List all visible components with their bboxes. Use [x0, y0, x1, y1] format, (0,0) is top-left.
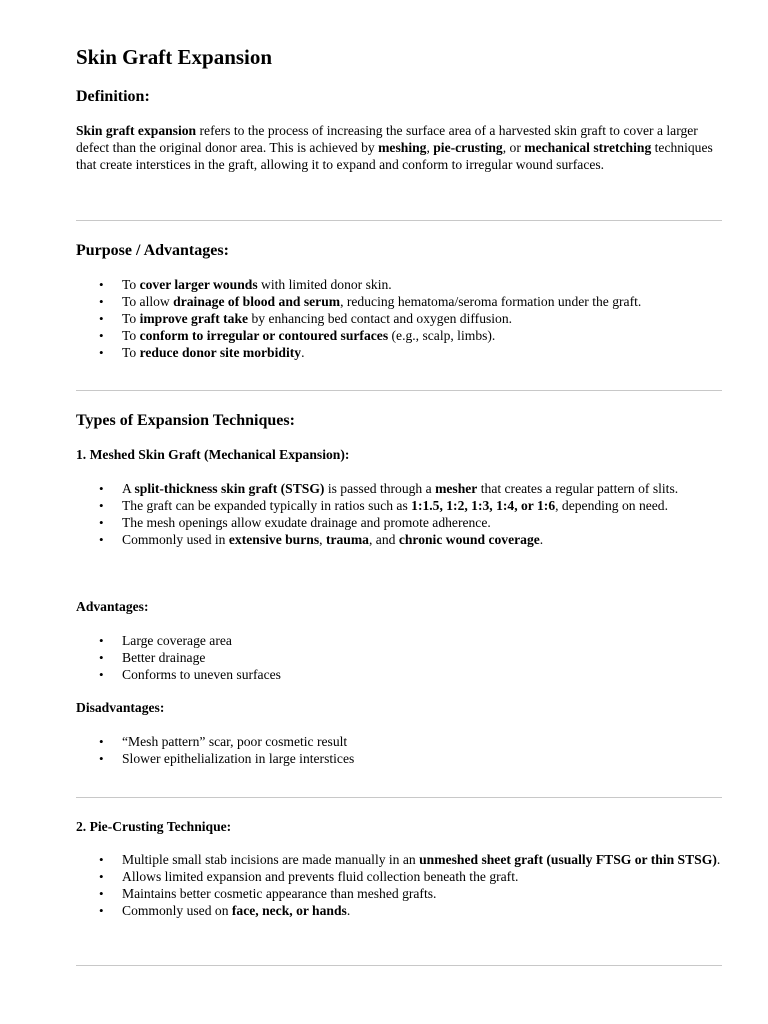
definition-heading: Definition: — [76, 88, 150, 105]
text-run: techniques that create interstices in the graft, allowing it to expand and conform to irregular wound surfaces. — [76, 140, 713, 172]
meshed-advantages-list — [76, 632, 724, 683]
text-run: . — [539, 532, 544, 547]
text-run: The graft can be expanded typically in ratios such as — [122, 498, 412, 513]
text-run: To — [122, 328, 140, 343]
meshed-graft-list-item — [76, 531, 724, 548]
bold-text: drainage of blood and serum — [173, 294, 341, 309]
meshed-graft-list-item — [76, 497, 724, 514]
text-run: by enhancing bed contact and oxygen diffusion. — [248, 311, 513, 326]
pie-crusting-list-item — [76, 868, 724, 885]
pie-crusting-heading: 2. Pie-Crusting Technique: — [76, 819, 232, 834]
bold-text: Skin graft expansion — [76, 123, 197, 138]
advantage-list-item: • Conforms to uneven surfaces — [76, 666, 724, 683]
pie-crusting-list-item — [76, 885, 724, 902]
section-divider — [76, 390, 722, 391]
meshed-disadvantages-heading: Disadvantages: — [76, 700, 165, 715]
text-run: Commonly used on — [122, 903, 232, 918]
text-run: Allows limited expansion and prevents fluid collection beneath the graft. — [122, 869, 519, 884]
pie-crusting-list-item — [76, 851, 724, 868]
disadvantage-list-item: • Slower epithelialization in large interstices — [76, 750, 724, 767]
purpose-list-item — [76, 327, 724, 344]
bold-text: chronic wound coverage — [398, 532, 540, 547]
bold-text: 1:1.5, 1:2, 1:3, 1:4, or 1:6 — [411, 498, 556, 513]
advantage-list-item: • Large coverage area — [76, 632, 724, 649]
bold-text: extensive burns — [228, 532, 320, 547]
text-run: is passed through a — [324, 481, 436, 496]
meshed-graft-heading: 1. Meshed Skin Graft (Mechanical Expansion): — [76, 447, 350, 462]
text-run: A — [122, 481, 135, 496]
text-run: , — [319, 532, 326, 547]
bold-text: meshing — [378, 140, 427, 155]
text-run: , — [426, 140, 434, 155]
purpose-list-item — [76, 276, 724, 293]
text-run: To allow — [122, 294, 174, 309]
text-run: refers to the process of increasing the surface area of a harvested skin graft to cover a larger defect than the original donor area. This is achieved by — [76, 123, 698, 155]
types-heading: Types of Expansion Techniques: — [76, 412, 295, 429]
text-run: To — [122, 311, 140, 326]
text-run: Commonly used in — [122, 532, 229, 547]
definition-paragraph — [76, 122, 722, 173]
bold-text: pie-crusting — [433, 140, 503, 155]
text-run: that creates a regular pattern of slits. — [477, 481, 679, 496]
text-run: Maintains better cosmetic appearance than meshed grafts. — [122, 886, 437, 901]
pie-crusting-list-item — [76, 902, 724, 919]
section-divider — [76, 797, 722, 798]
bold-text: conform to irregular or contoured surfaces — [139, 328, 389, 343]
bold-text: split-thickness skin graft (STSG) — [134, 481, 325, 496]
advantage-list-item: • Better drainage — [76, 649, 724, 666]
section-divider — [76, 220, 722, 221]
meshed-advantages-heading: Advantages: — [76, 599, 149, 614]
text-run: (e.g., scalp, limbs). — [388, 328, 496, 343]
purpose-list-item — [76, 344, 724, 361]
text-run: , reducing hematoma/seroma formation under the graft. — [340, 294, 642, 309]
meshed-graft-list-item — [76, 514, 724, 531]
section-divider — [76, 965, 722, 966]
meshed-disadvantages-list — [76, 733, 724, 767]
disadvantage-list-item: • “Mesh pattern” scar, poor cosmetic result — [76, 733, 724, 750]
text-run: The mesh openings allow exudate drainage and promote adherence. — [122, 515, 491, 530]
bold-text: mesher — [435, 481, 478, 496]
meshed-graft-list-item — [76, 480, 724, 497]
text-run: To — [122, 277, 140, 292]
meshed-graft-list — [76, 480, 724, 548]
document-title: Skin Graft Expansion — [76, 45, 273, 69]
text-run: To — [122, 345, 140, 360]
bold-text: cover larger wounds — [139, 277, 258, 292]
purpose-list-item — [76, 293, 724, 310]
bold-text: unmeshed sheet graft (usually FTSG or thin STSG) — [419, 852, 717, 867]
bold-text: trauma — [325, 532, 369, 547]
text-run: , and — [368, 532, 399, 547]
text-run: with limited donor skin. — [257, 277, 392, 292]
bold-text: face, neck, or hands — [231, 903, 347, 918]
text-run: Multiple small stab incisions are made manually in an — [122, 852, 420, 867]
bold-text: mechanical stretching — [524, 140, 652, 155]
bold-text: reduce donor site morbidity — [139, 345, 302, 360]
purpose-list-item — [76, 310, 724, 327]
purpose-list — [76, 276, 724, 361]
text-run: . — [301, 345, 305, 360]
text-run: . — [716, 852, 721, 867]
bold-text: improve graft take — [139, 311, 249, 326]
text-run: . — [346, 903, 351, 918]
text-run: , or — [502, 140, 525, 155]
text-run: , depending on need. — [555, 498, 668, 513]
purpose-heading: Purpose / Advantages: — [76, 242, 229, 259]
pie-crusting-list — [76, 851, 724, 919]
